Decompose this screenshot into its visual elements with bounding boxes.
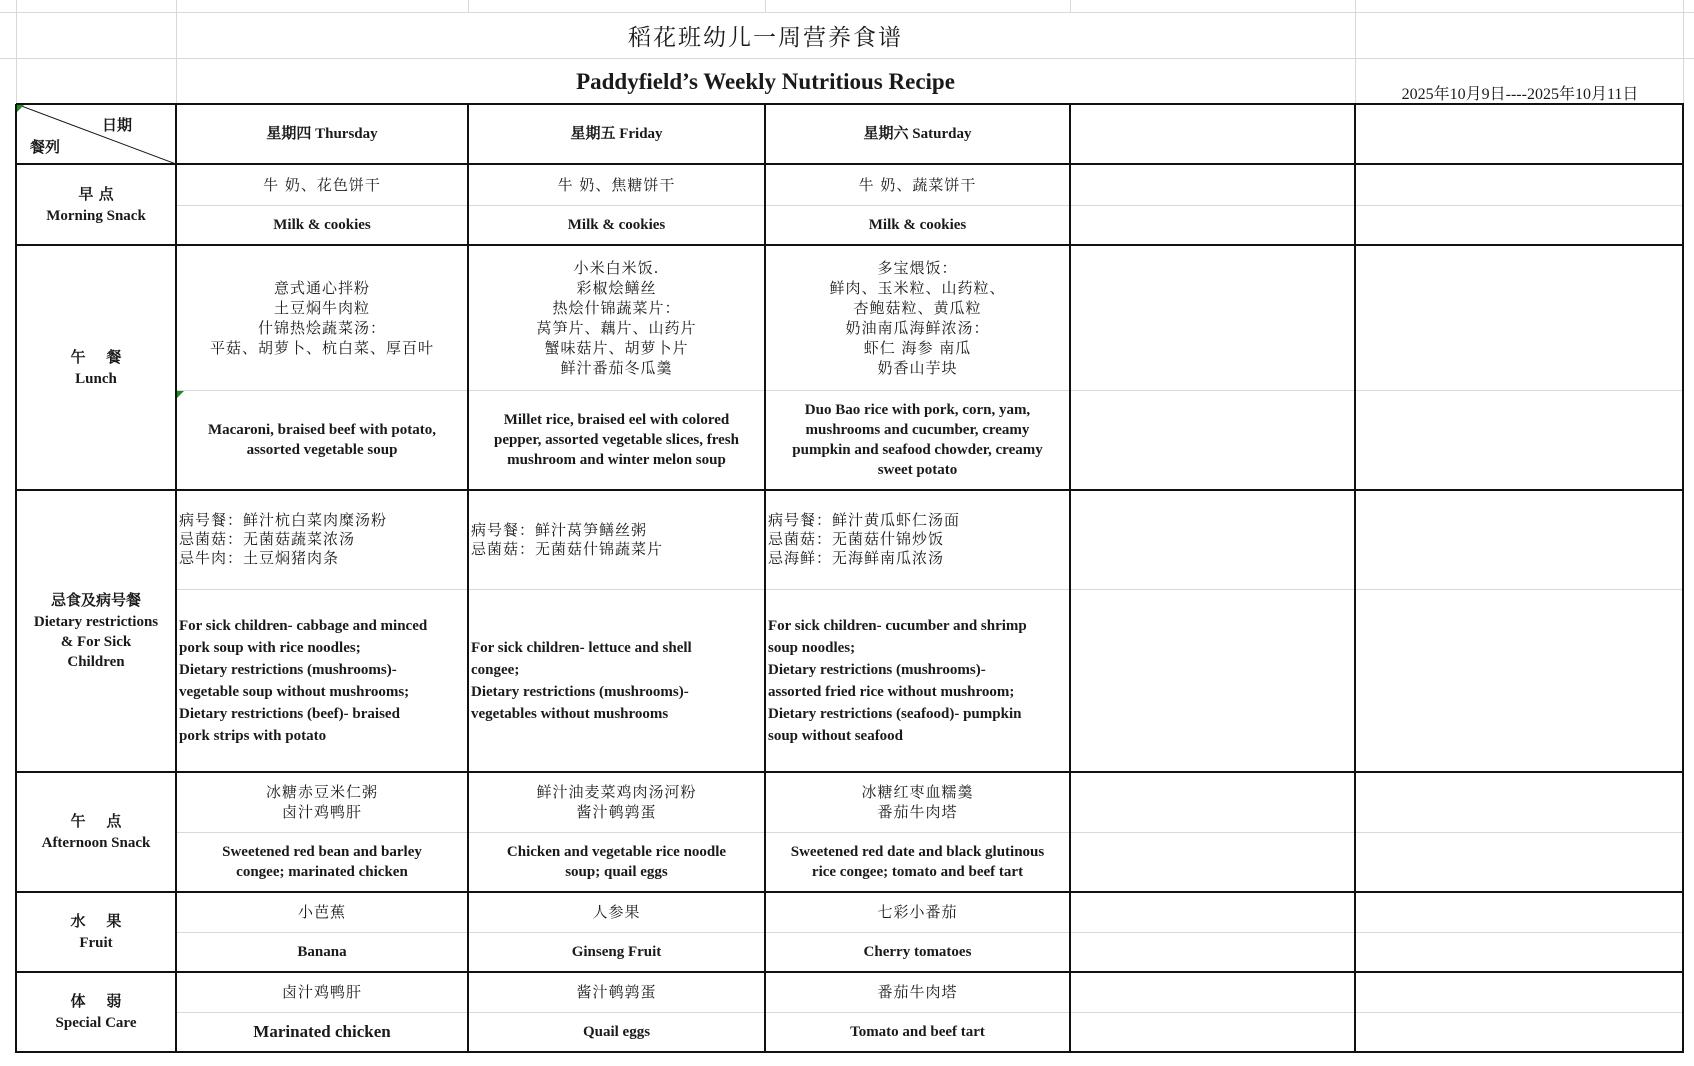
menu-cell-cn[interactable]: 七彩小番茄: [877, 903, 958, 921]
menu-cell-cn[interactable]: [1070, 772, 1355, 832]
gridline: [176, 589, 468, 590]
menu-cell-en[interactable]: [1355, 205, 1683, 245]
menu-cell-en[interactable]: [1355, 589, 1683, 772]
table-border: [16, 103, 1684, 105]
comment-marker-icon: [17, 105, 24, 112]
table-border: [16, 163, 1684, 165]
menu-cell-en[interactable]: [1070, 589, 1355, 772]
menu-cell-cn[interactable]: [1355, 892, 1683, 932]
menu-cell-cn[interactable]: 小芭蕉: [297, 903, 346, 921]
gridline: [1355, 1012, 1683, 1013]
menu-cell-cn[interactable]: [1355, 245, 1683, 390]
menu-cell-cn[interactable]: 小米白米饭. 彩椒烩鳝丝 热烩什锦蔬菜片： 莴笋片、藕片、山药片 蟹味菇片、胡萝卜片 鲜汁番茄冬瓜羹: [536, 258, 697, 377]
menu-cell-cn[interactable]: [1070, 972, 1355, 1012]
meal-label-en: Fruit: [79, 935, 113, 951]
menu-cell-cn[interactable]: [1070, 892, 1355, 932]
menu-cell-cn[interactable]: [1355, 772, 1683, 832]
menu-cell-cn[interactable]: 冰糖赤豆米仁粥 卤汁鸡鸭肝: [265, 783, 378, 821]
gridline: [468, 932, 765, 933]
menu-cell-cn[interactable]: 牛 奶、蔬菜饼干: [858, 175, 977, 194]
menu-cell-en[interactable]: [1070, 390, 1355, 490]
menu-cell-en[interactable]: [1070, 1012, 1355, 1052]
meal-label-cn: 水 果: [70, 912, 122, 930]
gridline: [468, 832, 765, 833]
page-title-english: Paddyfield’s Weekly Nutritious Recipe: [576, 69, 955, 94]
menu-cell-cn[interactable]: 人参果: [592, 903, 641, 921]
menu-cell-en[interactable]: [1355, 932, 1683, 972]
page-title-chinese: 稻花班幼儿一周营养食谱: [628, 24, 903, 51]
menu-cell-en[interactable]: Duo Bao rice with pork, corn, yam, mushrooms and cucumber, creamy pumpkin and seafood chowder, creamy sweet potato: [792, 402, 1043, 478]
gridline: [0, 58, 1694, 59]
meal-label-cn: 午 餐: [70, 347, 122, 366]
meal-label-morning-snack[interactable]: [16, 164, 176, 245]
meal-label-dietary[interactable]: [16, 490, 176, 772]
gridline: [1070, 0, 1071, 12]
gridline: [468, 589, 765, 590]
gridline: [765, 932, 1070, 933]
gridline: [1355, 205, 1683, 206]
menu-cell-en[interactable]: Cherry tomatoes: [863, 944, 972, 960]
table-border: [16, 489, 1684, 491]
menu-cell-en[interactable]: Tomato and beef tart: [850, 1024, 985, 1040]
meal-label-en: Dietary restrictions & For Sick Children: [33, 614, 159, 670]
menu-cell-en[interactable]: Chicken and vegetable rice noodle soup; quail eggs: [506, 844, 727, 880]
menu-cell-en[interactable]: Ginseng Fruit: [571, 944, 662, 960]
table-border: [16, 244, 1684, 246]
table-border: [467, 104, 469, 1053]
menu-cell-cn[interactable]: [1070, 164, 1355, 205]
gridline: [468, 0, 469, 12]
gridline: [468, 205, 765, 206]
gridline: [1070, 832, 1355, 833]
menu-cell-en[interactable]: Milk & cookies: [273, 217, 371, 233]
menu-cell-en[interactable]: Milk & cookies: [567, 217, 666, 233]
menu-cell-en[interactable]: [1355, 390, 1683, 490]
menu-cell-cn[interactable]: [1070, 490, 1355, 589]
table-border: [16, 971, 1684, 973]
menu-cell-en[interactable]: [1070, 205, 1355, 245]
table-border: [16, 891, 1684, 893]
gridline: [1355, 390, 1683, 391]
gridline: [765, 832, 1070, 833]
menu-cell-en[interactable]: For sick children- cucumber and shrimp soup noodles; Dietary restrictions (mushrooms)- assorted fried rice without mushroom; Dietary restrictions (seafood)- pumpkin soup without seafood: [768, 617, 1027, 744]
gridline: [468, 390, 765, 391]
gridline: [176, 205, 468, 206]
table-border: [16, 1051, 1684, 1053]
menu-cell-cn[interactable]: 鲜汁油麦菜鸡肉汤河粉 酱汁鹌鹑蛋: [536, 783, 697, 821]
menu-cell-cn[interactable]: 番茄牛肉塔: [877, 983, 958, 1001]
comment-marker-icon: [177, 391, 184, 398]
table-border: [16, 771, 1684, 773]
menu-cell-cn[interactable]: 卤汁鸡鸭肝: [281, 983, 362, 1001]
menu-cell-cn[interactable]: 病号餐：鲜汁杭白菜肉糜汤粉 忌菌菇：无菌菇蔬菜浓汤 忌牛肉：土豆焖猪肉条: [179, 511, 388, 567]
menu-cell-en[interactable]: For sick children- cabbage and minced pork soup with rice noodles; Dietary restrictions (mushrooms)- vegetable soup without mushrooms; Dietary restrictions (beef)- braised pork strips with potato: [179, 617, 428, 744]
gridline: [176, 1012, 468, 1013]
gridline: [16, 0, 17, 104]
menu-cell-en[interactable]: [1070, 832, 1355, 892]
table-border: [1682, 104, 1684, 1053]
menu-cell-en[interactable]: Sweetened red bean and barley congee; marinated chicken: [222, 844, 422, 880]
gridline: [176, 832, 468, 833]
meal-label-cn: 午 点: [70, 812, 122, 830]
gridline: [1355, 589, 1683, 590]
day-header-friday[interactable]: 星期五 Friday: [570, 126, 663, 142]
date-range: 2025年10月9日----2025年10月11日: [1401, 85, 1639, 103]
meal-label-en: Morning Snack: [46, 207, 146, 224]
table-border: [764, 104, 766, 1053]
meal-label-cn: 早 点: [78, 184, 114, 203]
meal-label-fruit[interactable]: [16, 892, 176, 972]
gridline: [1070, 932, 1355, 933]
gridline: [1355, 932, 1683, 933]
gridline: [765, 205, 1070, 206]
day-header-thursday[interactable]: 星期四 Thursday: [266, 126, 378, 142]
menu-cell-cn[interactable]: 酱汁鹌鹑蛋: [576, 983, 657, 1001]
menu-cell-en[interactable]: Milk & cookies: [868, 217, 967, 233]
gridline: [1070, 390, 1355, 391]
table-border: [175, 104, 177, 1053]
menu-cell-cn[interactable]: [1355, 972, 1683, 1012]
menu-cell-cn[interactable]: [1070, 245, 1355, 390]
meal-label-afternoon-snack[interactable]: [16, 772, 176, 892]
menu-cell-cn[interactable]: 多宝煨饭： 鲜肉、玉米粒、山药粒、 杏鲍菇粒、黄瓜粒 奶油南瓜海鲜浓汤： 虾仁 海参 南瓜 奶香山芋块: [829, 258, 1006, 377]
meal-label-en: Special Care: [55, 1015, 137, 1031]
meal-label-cn: 体 弱: [70, 992, 122, 1010]
meal-label-special-care[interactable]: [16, 972, 176, 1052]
day-header-saturday[interactable]: 星期六 Saturday: [863, 126, 972, 142]
menu-cell-cn[interactable]: 病号餐：鲜汁莴笋鳝丝粥 忌菌菇：无菌菇什锦蔬菜片: [471, 520, 664, 558]
gridline: [468, 1012, 765, 1013]
corner-date-label: 日期: [102, 116, 133, 134]
menu-cell-en[interactable]: Millet rice, braised eel with colored pepper, assorted vegetable slices, fresh mushroom and winter melon soup: [494, 412, 739, 468]
gridline: [1070, 205, 1355, 206]
menu-cell-en[interactable]: [1355, 832, 1683, 892]
gridline: [765, 589, 1070, 590]
gridline: [765, 390, 1070, 391]
table-border: [1354, 104, 1356, 1053]
gridline: [176, 932, 468, 933]
meal-label-cn: 忌食及病号餐: [50, 591, 141, 609]
menu-cell-en[interactable]: Sweetened red date and black glutinous rice congee; tomato and beef tart: [790, 844, 1045, 880]
menu-cell-cn[interactable]: 冰糖红枣血糯羹 番茄牛肉塔: [861, 783, 974, 821]
table-border: [15, 104, 17, 1053]
header-corner-cell[interactable]: [16, 104, 176, 164]
gridline: [1355, 0, 1356, 104]
menu-cell-cn[interactable]: 病号餐：鲜汁黄瓜虾仁汤面 忌菌菇：无菌菇什锦炒饭 忌海鲜：无海鲜南瓜浓汤: [768, 511, 961, 567]
menu-cell-en[interactable]: [1070, 932, 1355, 972]
menu-cell-en[interactable]: Banana: [297, 944, 347, 960]
menu-cell-en[interactable]: Macaroni, braised beef with potato, assorted vegetable soup: [207, 422, 437, 458]
meal-label-en: Afternoon Snack: [41, 835, 151, 851]
day-header-empty-4[interactable]: [1070, 104, 1355, 164]
corner-meal-label: 餐列: [30, 138, 61, 156]
menu-cell-cn[interactable]: [1355, 164, 1683, 205]
gridline: [1070, 1012, 1355, 1013]
gridline: [1070, 589, 1355, 590]
meal-label-lunch[interactable]: [16, 245, 176, 490]
meal-label-en: Lunch: [75, 370, 117, 387]
gridline: [1683, 0, 1684, 104]
gridline: [176, 390, 468, 391]
gridline: [765, 0, 766, 12]
gridline: [1355, 832, 1683, 833]
menu-cell-en[interactable]: Quail eggs: [582, 1024, 651, 1040]
menu-cell-en[interactable]: [1355, 1012, 1683, 1052]
menu-cell-en[interactable]: For sick children- lettuce and shell congee; Dietary restrictions (mushrooms)- vegetables without mushrooms: [471, 639, 692, 722]
menu-cell-en[interactable]: Marinated chicken: [253, 1022, 391, 1041]
menu-cell-cn[interactable]: 牛 奶、花色饼干: [263, 175, 381, 194]
menu-cell-cn[interactable]: 牛 奶、焦糖饼干: [557, 175, 676, 194]
menu-cell-cn[interactable]: [1355, 490, 1683, 589]
day-header-empty-5[interactable]: [1355, 104, 1683, 164]
menu-cell-cn[interactable]: 意式通心拌粉 土豆焖牛肉粒 什锦热烩蔬菜汤： 平菇、胡萝卜、杭白菜、厚百叶: [209, 278, 434, 357]
gridline: [765, 1012, 1070, 1013]
table-border: [1069, 104, 1071, 1053]
